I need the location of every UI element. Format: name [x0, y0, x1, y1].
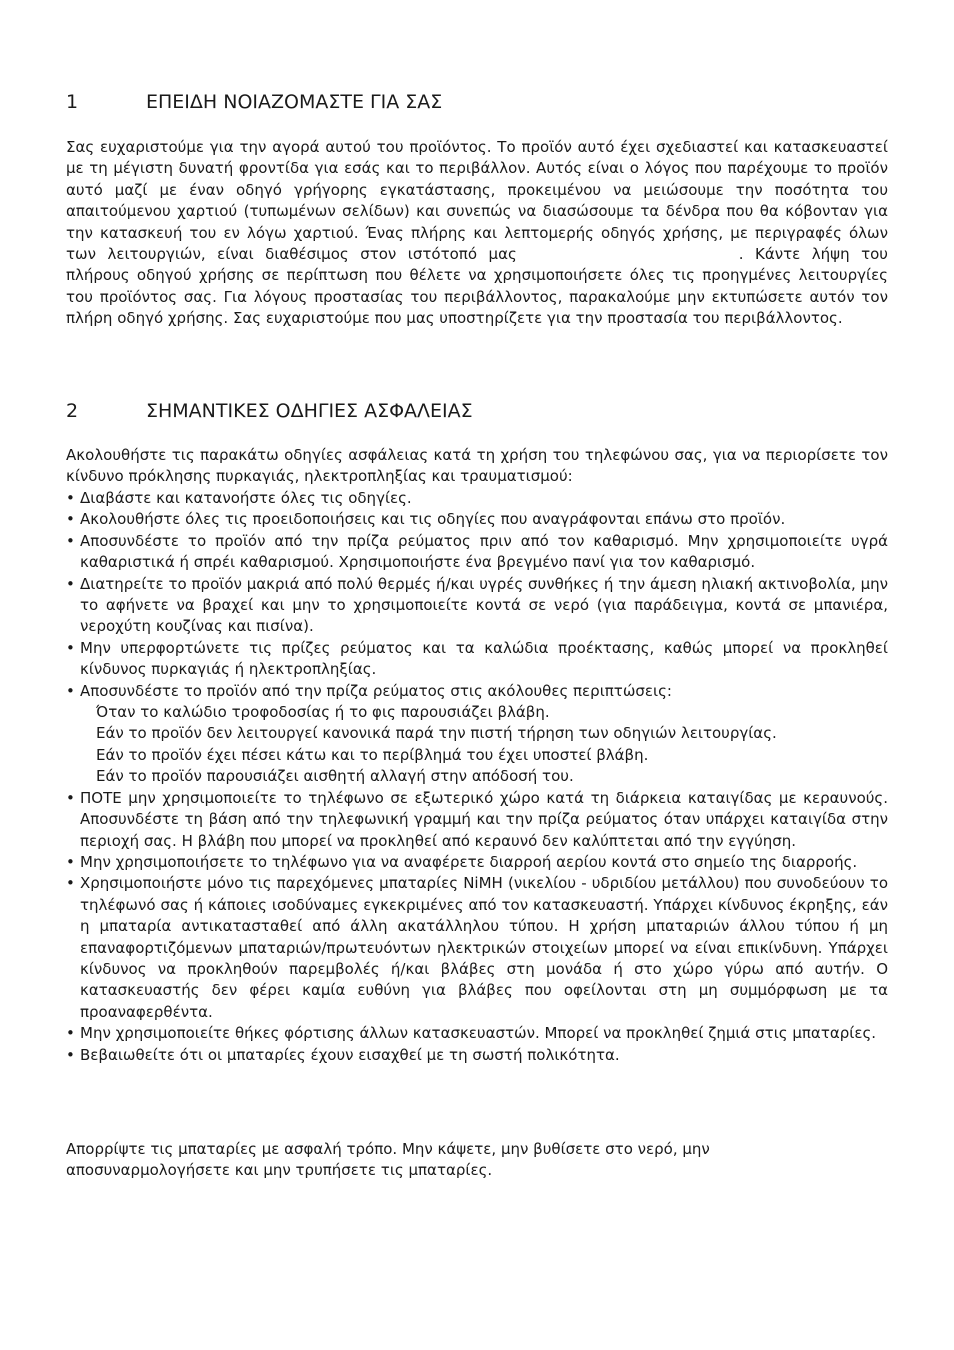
section-2-intro-text: Ακολουθήστε τις παρακάτω οδηγίες ασφάλειας κατά τη χρήση του τηλεφώνου σας, για να περιορίσετε τον κίνδυνο πρόκλησης πυρκαγιάς, ηλεκτροπληξίας και τραυματισμού: [66, 446, 888, 486]
sub-list-item: Εάν το προϊόν έχει πέσει κάτω και το περίβλημά του έχει υποστεί βλάβη. [96, 745, 649, 764]
list-item [66, 873, 888, 1023]
list-item [66, 1045, 888, 1066]
section-1-title: ΕΠΕΙΔΗ ΝΟΙΑΖΟΜΑΣΤΕ ΓΙΑ ΣΑΣ [146, 91, 443, 113]
bullet-icon: • [66, 574, 75, 593]
bullet-icon: • [66, 874, 75, 893]
section-2-title: ΣΗΜΑΝΤΙΚΕΣ ΟΔΗΓΙΕΣ ΑΣΦΑΛΕΙΑΣ [146, 400, 473, 422]
list-item [66, 509, 888, 530]
list-item-text: Διατηρείτε το προϊόν μακριά από πολύ θερμές ή/και υγρές συνθήκες ή την άμεση ηλιακή ακτινοβολία, μην το αφήνετε να βραχεί και μην το χρησιμοποιείτε κοντά σε νερό (για παράδειγμα, κοντά σε μπανιέρα, νεροχύτη κουζίνας και πισίνα). [80, 574, 888, 636]
list-item-text: Διαβάστε και κατανοήστε όλες τις οδηγίες. [80, 489, 412, 507]
list-item [66, 681, 888, 788]
list-item [66, 852, 888, 873]
list-item [66, 574, 888, 638]
list-item-text: Μην υπερφορτώνετε τις πρίζες ρεύματος και τα καλώδια προέκτασης, καθώς μπορεί να προκληθεί κίνδυνος πυρκαγιάς ή ηλεκτροπληξίας. [80, 638, 888, 679]
sub-list [80, 702, 888, 788]
section-1-body-part2: . Κάντε λήψη του πλήρους οδηγού χρήσης σε περίπτωση που θέλετε να χρησιμοποιήσετε όλες τις προηγμένες λειτουργίες του προϊόντος σας. Για λόγους προστασίας του περιβάλλοντος, παρακαλούμε μην εκτυπώσετε αυτόν τον πλήρη οδηγό χρήσης. Σας ευχαριστούμε που μας υποστηρίζετε για την προστασία του περιβάλλοντος. [66, 245, 888, 328]
bullet-icon: • [66, 638, 75, 657]
list-item [66, 488, 888, 509]
bullet-icon: • [66, 852, 75, 871]
battery-disposal-note: Απορρίψτε τις μπαταρίες με ασφαλή τρόπο. Μην κάψετε, μην βυθίσετε στο νερό, μην αποσυναρμολογήσετε και μην τρυπήσετε τις μπαταρίες. [66, 1140, 710, 1180]
list-item-text: Αποσυνδέστε το προϊόν από την πρίζα ρεύματος στις ακόλουθες περιπτώσεις: [80, 681, 672, 700]
list-item-text: Μην χρησιμοποιήσετε το τηλέφωνο για να αναφέρετε διαρροή αερίου κοντά στο σημείο της διαρροής. [80, 852, 858, 871]
bullet-icon: • [66, 510, 75, 529]
list-item [66, 788, 888, 852]
list-item-text: Χρησιμοποιήστε μόνο τις παρεχόμενες μπαταρίες NiMH (νικελίου - υδριδίου μετάλλου) που συνοδεύουν το τηλέφωνό σας ή κάποιες ισοδύναμες εγκεκριμένες από τον κατασκευαστή. Υπάρχει κίνδυνος έκρηξης, εάν η μπαταρία αντικατασταθεί από άλλη ακατάλληλου τύπου. Η χρήση μπαταριών άλλου τύπου ή μη επαναφορτιζόμενων μπαταριών/πρωτευόντων ηλεκτρικών στοιχείων μπορεί να είναι επικίνδυνη. Υπάρχει κίνδυνος να προκληθούν παρεμβολές ή/και βλάβες στη μονάδα ή στο χώρο γύρω από αυτήν. Ο κατασκευαστής δεν φέρει καμία ευθύνη για βλάβες που οφείλονται στη μη συμμόρφωση με τα προαναφερθέντα. [80, 874, 888, 1021]
section-1-body-part1: Σας ευχαριστούμε για την αγορά αυτού του προϊόντος. Το προϊόν αυτό έχει σχεδιαστεί και κατασκευαστεί με τη μέγιστη δυνατή φροντίδα για εσάς και το περιβάλλον. Αυτός είναι ο λόγος που παρέχουμε το προϊόν αυτό μαζί με έναν οδηγό γρήγορης εγκατάστασης, προκειμένου να μειώσουμε την ποσότητα του απαιτούμενου χαρτιού (τυπωμένων σελίδων) και συνεπώς να διασώσουμε τα δένδρα που θα κόβονταν για την κατασκευή του εν λόγω χαρτιού. Ένας πλήρης και λεπτομερής οδηγός χρήσης, με περιγραφές όλων των λειτουργιών, είναι διαθέσιμος στον ιστότοπό μας [66, 138, 888, 264]
section-2-number: 2 [66, 400, 79, 422]
bullet-icon: • [66, 489, 75, 507]
sub-list-item: Όταν το καλώδιο τροφοδοσίας ή το φις παρουσιάζει βλάβη. [96, 703, 550, 722]
bullet-icon: • [66, 1045, 75, 1064]
bullet-icon: • [66, 681, 75, 700]
safety-list [66, 488, 888, 1066]
bullet-icon: • [66, 1024, 75, 1043]
list-item [66, 531, 888, 574]
section-1-number: 1 [66, 91, 79, 113]
list-item [66, 1023, 888, 1044]
list-item-text: Μην χρησιμοποιείτε θήκες φόρτισης άλλων κατασκευαστών. Μπορεί να προκληθεί ζημιά στις μπαταρίες. [80, 1024, 877, 1043]
list-item [66, 638, 888, 681]
list-item-text: Ακολουθήστε όλες τις προειδοποιήσεις και τις οδηγίες που αναγράφονται επάνω στο προϊόν. [80, 510, 786, 529]
list-item-text: ΠΟΤΕ μην χρησιμοποιείτε το τηλέφωνο σε εξωτερικό χώρο κατά τη διάρκεια καταιγίδας με κεραυνούς. Αποσυνδέστε τη βάση από την τηλεφωνική γραμμή και την πρίζα ρεύματος όταν υπάρχει καταιγίδα στην περιοχή σας. Η βλάβη που μπορεί να προκληθεί από κεραυνό δεν καλύπτεται από την εγγύηση. [80, 788, 888, 850]
bullet-icon: • [66, 788, 75, 807]
sub-list-item: Εάν το προϊόν παρουσιάζει αισθητή αλλαγή στην απόδοσή του. [96, 767, 574, 786]
sub-list-item: Εάν το προϊόν δεν λειτουργεί κανονικά παρά την πιστή τήρηση των οδηγιών λειτουργίας. [96, 724, 777, 743]
section-1-body [66, 137, 888, 330]
list-item-text: Βεβαιωθείτε ότι οι μπαταρίες έχουν εισαχθεί με τη σωστή πολικότητα. [80, 1045, 620, 1064]
section-2-intro [66, 445, 888, 488]
list-item-text: Αποσυνδέστε το προϊόν από την πρίζα ρεύματος πριν από τον καθαρισμό. Μην χρησιμοποιείτε υγρά καθαριστικά ή σπρέι καθαρισμού. Χρησιμοποιήστε ένα βρεγμένο πανί για τον καθαρισμό. [80, 531, 888, 572]
bullet-icon: • [66, 531, 75, 550]
